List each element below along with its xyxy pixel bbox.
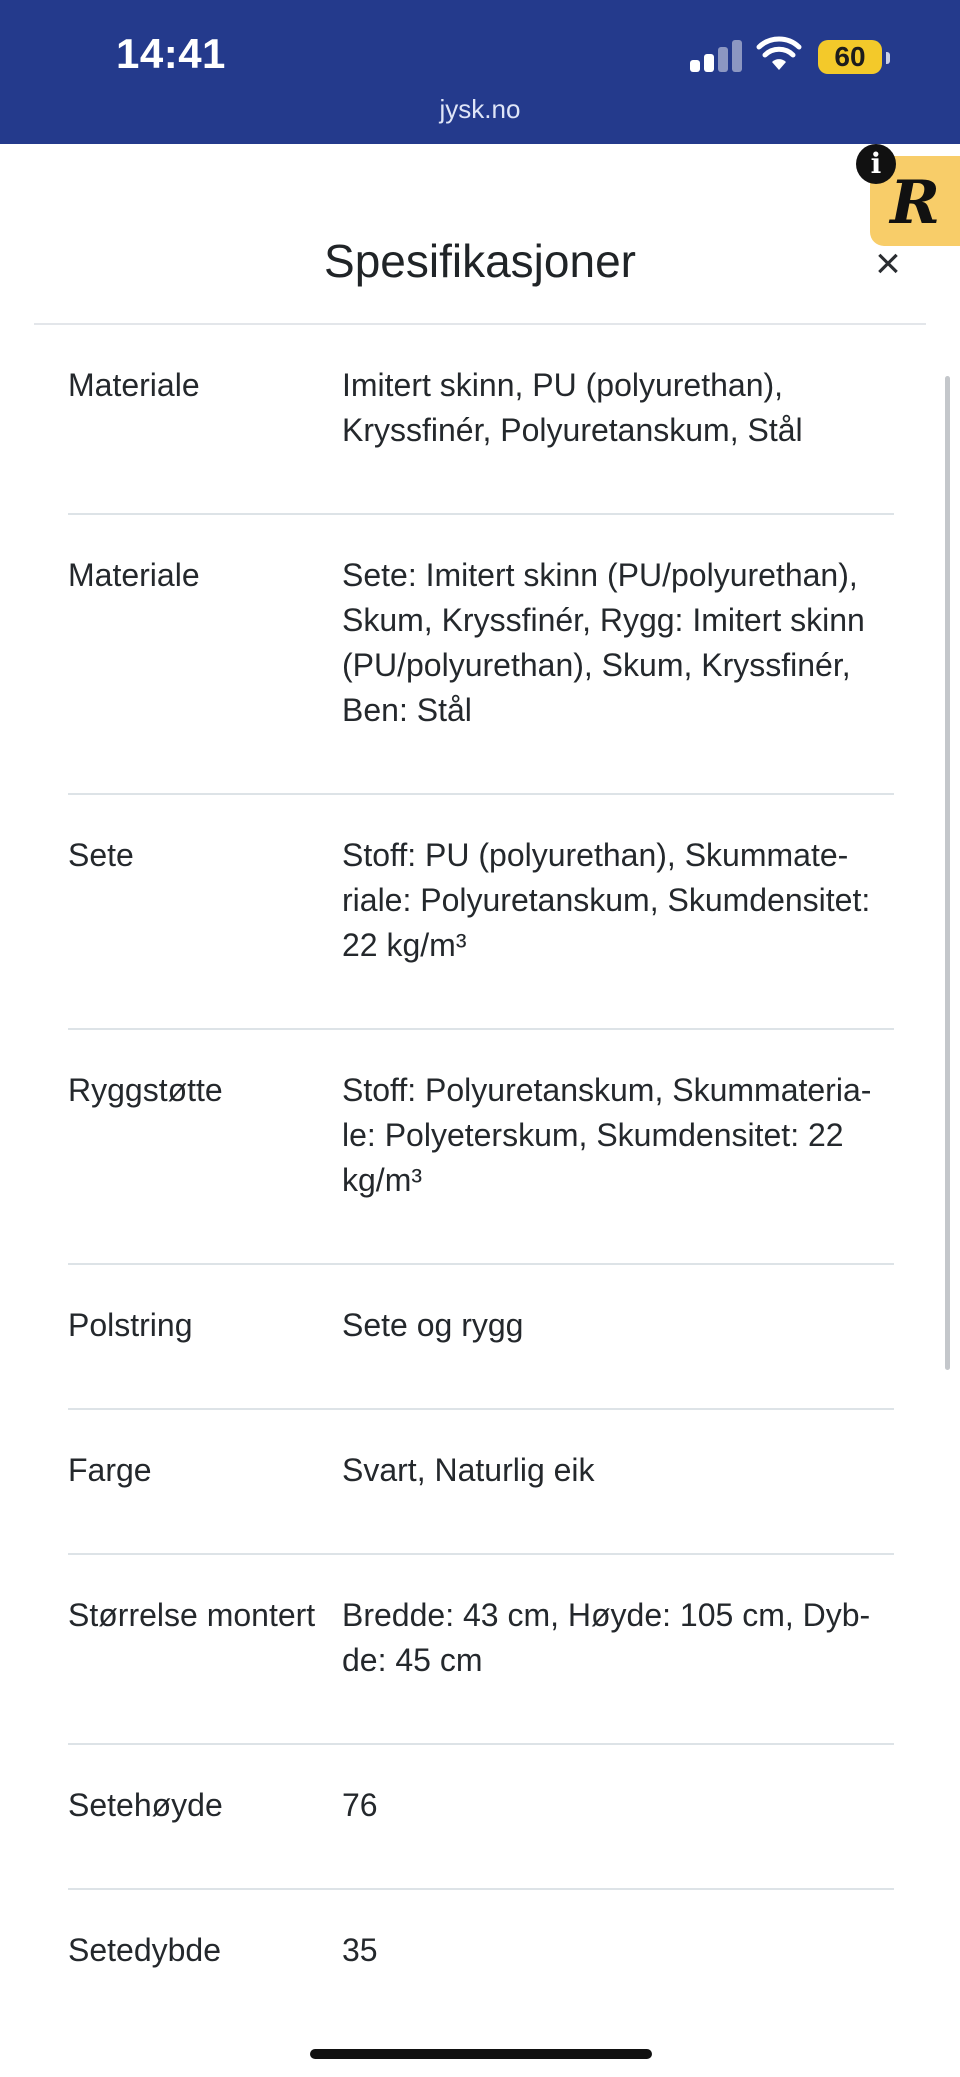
spec-value: Sete: Imitert skinn (PU/polyurethan), Skum, Kryssfinér, Rygg: Imitert skinn (PU/polyurethan), Skum, Kryssfinér, Ben: Stål xyxy=(342,557,865,728)
spec-label: Sete xyxy=(68,837,134,873)
close-icon[interactable]: × xyxy=(875,239,901,288)
wifi-icon xyxy=(756,36,802,72)
status-bar xyxy=(0,0,960,144)
spec-row xyxy=(68,1030,894,1265)
spec-value: Sete og rygg xyxy=(342,1307,524,1343)
home-indicator[interactable] xyxy=(310,2049,652,2059)
spec-value: Bredde: 43 cm, Høyde: 105 cm, Dyb-de: 45 cm xyxy=(342,1597,871,1678)
spec-label: Materiale xyxy=(68,367,200,403)
spec-row xyxy=(68,1265,894,1410)
spec-value: Stoff: Polyuretanskum, Skummateria-le: Polyeterskum, Skumdensitet: 22 kg/m³ xyxy=(342,1072,872,1198)
modal-header xyxy=(0,144,960,324)
page-title: Spesifikasjoner xyxy=(324,235,636,287)
spec-row xyxy=(68,325,894,515)
info-icon[interactable]: i xyxy=(856,144,896,184)
page-url[interactable]: jysk.no xyxy=(439,94,521,124)
spec-row xyxy=(68,1555,894,1745)
cellular-signal-icon xyxy=(690,40,742,72)
spec-label: Setehøyde xyxy=(68,1787,223,1823)
battery-icon: 60 xyxy=(818,40,882,74)
spec-row xyxy=(68,1745,894,1890)
spec-label: Materiale xyxy=(68,557,200,593)
spec-value: 76 xyxy=(342,1787,378,1823)
spec-row xyxy=(68,1410,894,1555)
spec-value: Imitert skinn, PU (polyurethan), Kryssfinér, Polyuretanskum, Stål xyxy=(342,367,803,448)
spec-list xyxy=(68,325,894,2033)
spec-row xyxy=(68,1890,894,2033)
spec-value: 35 xyxy=(342,1932,378,1968)
spec-label: Størrelse montert xyxy=(68,1597,316,1633)
spec-label: Polstring xyxy=(68,1307,193,1343)
spec-row xyxy=(68,515,894,795)
r-logo-icon[interactable]: R xyxy=(870,156,960,246)
status-time: 14:41 xyxy=(116,30,226,77)
spec-row xyxy=(68,795,894,1030)
spec-value: Stoff: PU (polyurethan), Skummate-riale: Polyuretanskum, Skumdensitet: 22 kg/m³ xyxy=(342,837,871,963)
spec-label: Ryggstøtte xyxy=(68,1072,223,1108)
scrollbar[interactable] xyxy=(945,376,950,1370)
spec-label: Farge xyxy=(68,1452,152,1488)
spec-value: Svart, Naturlig eik xyxy=(342,1452,595,1488)
spec-label: Setedybde xyxy=(68,1932,222,1968)
